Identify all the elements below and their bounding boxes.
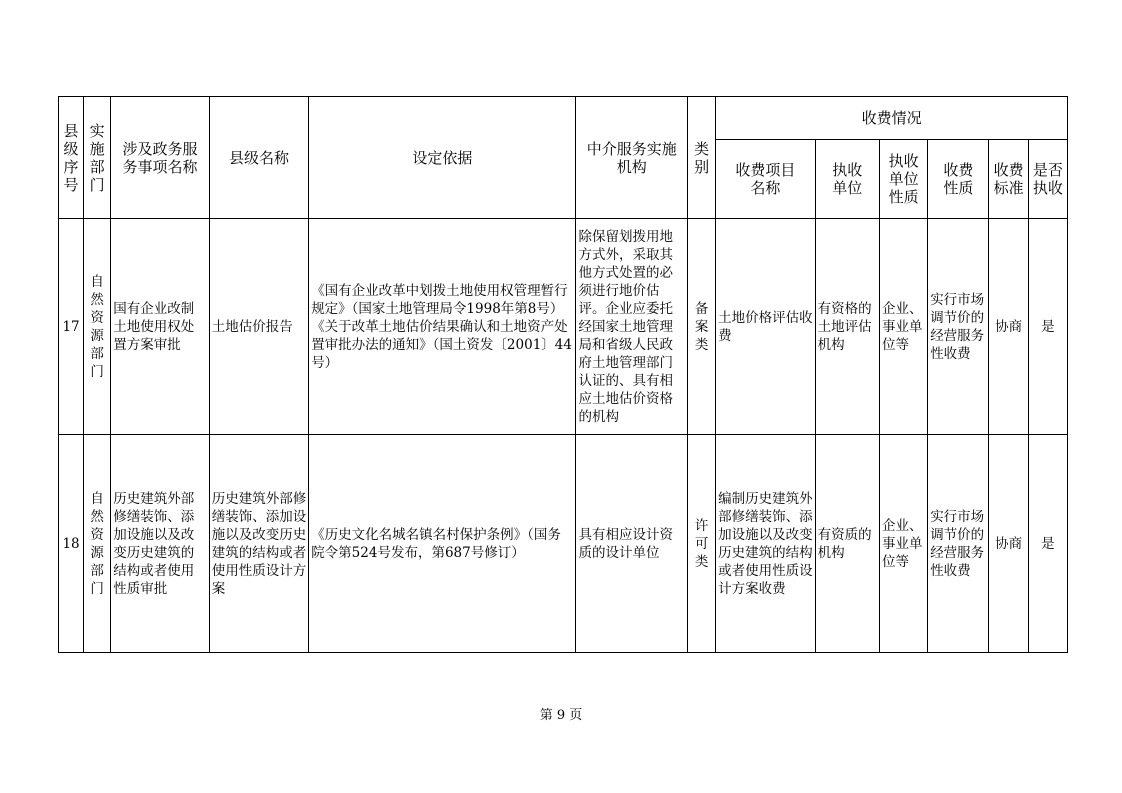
header-fee-nature: 收费性质 xyxy=(928,140,989,219)
row-county-name: 历史建筑外部修缮装饰、添加设施以及改变历史建筑的结构或者使用性质设计方案 xyxy=(209,435,308,653)
row-collect: 是 xyxy=(1028,219,1067,435)
row-dept: 自然资源部门 xyxy=(84,435,111,653)
header-fee-group: 收费情况 xyxy=(716,97,1068,140)
row-seq: 18 xyxy=(59,435,84,653)
row-fee-standard: 协商 xyxy=(989,435,1028,653)
row-category: 许可类 xyxy=(688,435,716,653)
row-agency: 除保留划拨用地方式外，采取其他方式处置的必须进行地价估评。企业应委托经国家土地管理局和省级人民政府土地管理部门认证的、具有相应土地估价资格的机构 xyxy=(576,219,688,435)
row-fee-item: 编制历史建筑外部修缮装饰、添加设施以及改变历史建筑的结构或者使用性质设计方案收费 xyxy=(716,435,815,653)
row-basis xyxy=(309,219,576,435)
row-fee-unit: 有资质的机构 xyxy=(815,435,879,653)
header-seq: 县级序号 xyxy=(59,97,84,219)
header-fee-standard: 收费标准 xyxy=(989,140,1028,219)
header-service: 涉及政务服务事项名称 xyxy=(111,97,209,219)
row-collect: 是 xyxy=(1028,435,1067,653)
header-category: 类别 xyxy=(688,97,716,219)
row-basis-line-1: 《国有企业改革中划拨土地使用权管理暂行规定》（国家土地管理局令1998年第8号） xyxy=(311,282,568,317)
row-service: 国有企业改制土地使用权处置方案审批 xyxy=(111,219,209,435)
row-basis xyxy=(309,435,576,653)
row-fee-nature: 实行市场调节价的经营服务性收费 xyxy=(928,219,989,435)
header-unit-nature: 执收单位性质 xyxy=(879,140,927,219)
row-seq: 17 xyxy=(59,219,84,435)
row-county-name: 土地估价报告 xyxy=(209,219,308,435)
row-basis-line-1: 《历史文化名城名镇名村保护条例》（国务院令第524号发布，第687号修订） xyxy=(311,526,561,561)
row-fee-unit: 有资格的土地评估机构 xyxy=(815,219,879,435)
row-fee-item: 土地价格评估收费 xyxy=(716,219,815,435)
row-service: 历史建筑外部修缮装饰、添加设施以及改变历史建筑的结构或者使用性质审批 xyxy=(111,435,209,653)
row-fee-standard: 协商 xyxy=(989,219,1028,435)
row-fee-nature: 实行市场调节价的经营服务性收费 xyxy=(928,435,989,653)
row-basis-line-2: 《关于改革土地估价结果确认和土地资产处置审批办法的通知》（国土资发〔2001〕44号） xyxy=(311,318,572,371)
header-dept: 实施部门 xyxy=(84,97,111,219)
header-basis: 设定依据 xyxy=(309,97,576,219)
header-fee-unit: 执收单位 xyxy=(815,140,879,219)
row-dept: 自然资源部门 xyxy=(84,219,111,435)
table-row xyxy=(59,435,1068,653)
header-collect: 是否执收 xyxy=(1028,140,1067,219)
header-county-name: 县级名称 xyxy=(209,97,308,219)
table-row xyxy=(59,219,1068,435)
header-agency: 中介服务实施机构 xyxy=(576,97,688,219)
row-unit-nature: 企业、事业单位等 xyxy=(879,435,927,653)
header-row-1 xyxy=(59,97,1068,140)
row-category: 备案类 xyxy=(688,219,716,435)
page-number: 第 9 页 xyxy=(539,708,583,723)
fee-table xyxy=(58,96,1068,653)
header-fee-item: 收费项目名称 xyxy=(716,140,815,219)
row-unit-nature: 企业、事业单位等 xyxy=(879,219,927,435)
row-agency: 具有相应设计资质的设计单位 xyxy=(576,435,688,653)
